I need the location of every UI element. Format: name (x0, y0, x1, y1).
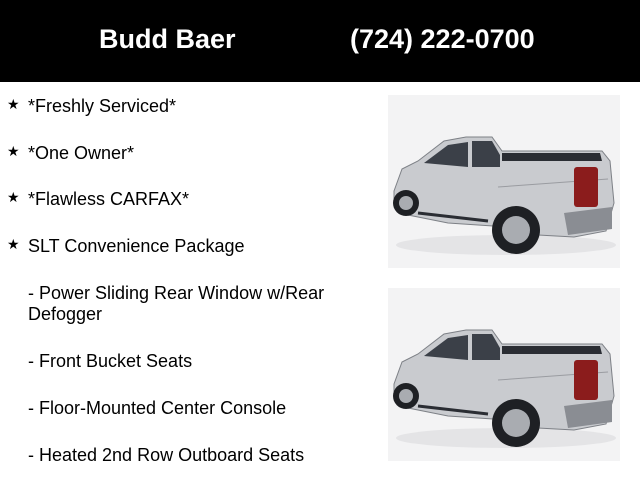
truck-photo-2 (388, 288, 620, 461)
feature-item-one-owner: *One Owner* (28, 143, 135, 163)
feature-item-carfax: *Flawless CARFAX* (28, 189, 190, 209)
feature-item-freshly-serviced: *Freshly Serviced* (28, 96, 177, 116)
feature-item-slt-package: SLT Convenience Package (28, 236, 245, 256)
dealer-phone: (724) 222-0700 (350, 24, 535, 54)
feature-item-heated-seats: - Heated 2nd Row Outboard Seats (28, 445, 305, 465)
star-bullet-icon: ★ (7, 236, 20, 252)
star-bullet-icon: ★ (7, 189, 20, 205)
header-banner (0, 0, 640, 82)
truck-photo-1 (388, 95, 620, 268)
feature-item-bucket-seats: - Front Bucket Seats (28, 351, 193, 371)
dealer-name: Budd Baer (99, 24, 236, 54)
star-bullet-icon: ★ (7, 96, 20, 112)
star-bullet-icon: ★ (7, 143, 20, 159)
feature-item-sliding-window: - Power Sliding Rear Window w/Rear Defogger (28, 283, 325, 324)
feature-item-center-console: - Floor-Mounted Center Console (28, 398, 287, 418)
